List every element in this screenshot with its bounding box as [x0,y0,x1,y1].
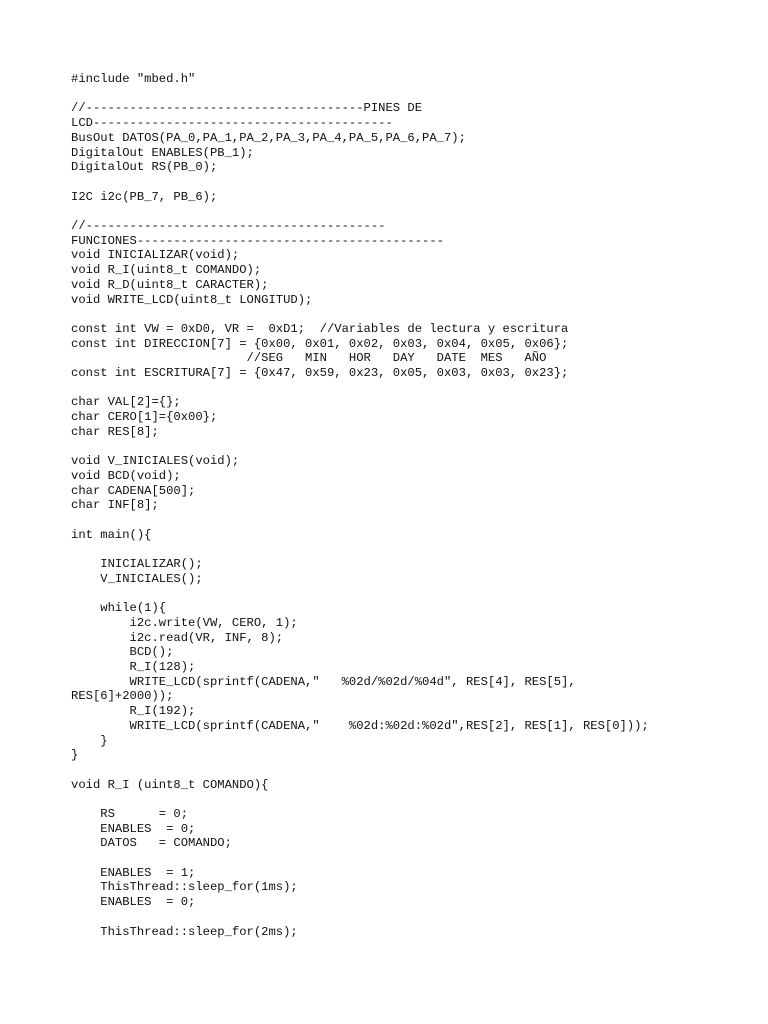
code-line: void R_I (uint8_t COMANDO){ [71,777,269,792]
code-line: ThisThread::sleep_for(1ms); [71,880,298,895]
code-line: ThisThread::sleep_for(2ms); [71,924,298,939]
code-line [71,586,751,601]
code-line: void WRITE_LCD(uint8_t LONGITUD); [71,292,313,307]
code-line [71,513,751,528]
code-line: void INICIALIZAR(void); [71,248,240,263]
code-line: void R_D(uint8_t CARACTER); [71,277,269,292]
code-line: const int ESCRITURA[7] = {0x47, 0x59, 0x23, 0x05, 0x03, 0x03, 0x23}; [71,366,569,380]
code-line: i2c.read(VR, INF, 8); [71,630,284,645]
code-line: DigitalOut RS(PB_0); [71,160,218,175]
code-line: char CERO[1]={0x00}; [71,410,218,425]
code-line: V_INICIALES(); [71,571,203,586]
code-line: void BCD(void); [71,468,181,483]
code-line: char RES[8]; [71,424,159,439]
code-line: INICIALIZAR(); [71,557,203,572]
code-line: //----------------------------------------- [71,218,386,233]
code-line: ENABLES = 0; [71,895,196,910]
code-line [71,792,751,807]
code-line: char CADENA[500]; [71,483,196,498]
code-line [71,381,751,396]
code-listing [71,72,751,939]
code-line: const int DIRECCION[7] = {0x00, 0x01, 0x02, 0x03, 0x04, 0x05, 0x06}; [71,336,569,351]
code-line: RES[6]+2000)); [71,689,174,704]
code-line: DigitalOut ENABLES(PB_1); [71,145,254,160]
code-line: LCD----------------------------------------- [71,116,393,131]
code-line: WRITE_LCD(sprintf(CADENA," %02d:%02d:%02d",RES[2], RES[1], RES[0])); [71,718,649,733]
code-line [71,307,751,322]
code-line [71,175,751,190]
code-line [71,763,751,778]
code-line: void R_I(uint8_t COMANDO); [71,263,262,278]
code-line: void V_INICIALES(void); [71,454,240,469]
code-line: i2c.write(VW, CERO, 1); [71,615,298,630]
code-line: int main(){ [71,527,152,542]
code-line: char INF[8]; [71,498,159,513]
code-line [71,440,751,455]
code-line: //SEG MIN HOR DAY DATE MES AÑO [71,351,547,366]
code-line: RS = 0; [71,806,189,821]
code-line: ENABLES = 0; [71,821,196,836]
code-line: const int VW = 0xD0, VR = 0xD1; //Variables de lectura y escritura [71,321,569,336]
code-line: } [71,748,79,763]
code-line: ENABLES = 1; [71,865,196,880]
code-line: char VAL[2]={}; [71,395,181,410]
code-line: FUNCIONES------------------------------------------ [71,233,444,248]
code-line [71,542,751,557]
code-line: WRITE_LCD(sprintf(CADENA," %02d/%02d/%04d", RES[4], RES[5], [71,674,576,689]
code-line: R_I(128); [71,659,196,674]
code-line: //--------------------------------------PINES DE [71,101,423,116]
code-line [71,87,751,102]
code-line: BCD(); [71,645,174,660]
code-line: BusOut DATOS(PA_0,PA_1,PA_2,PA_3,PA_4,PA_5,PA_6,PA_7); [71,130,466,145]
code-line: I2C i2c(PB_7, PB_6); [71,189,218,204]
code-line: #include "mbed.h" [71,72,196,86]
code-line [71,910,751,925]
code-line: while(1){ [71,601,167,616]
code-line [71,204,751,219]
code-line [71,851,751,866]
code-line: DATOS = COMANDO; [71,836,232,851]
code-line: R_I(192); [71,704,196,719]
code-line: } [71,733,108,748]
